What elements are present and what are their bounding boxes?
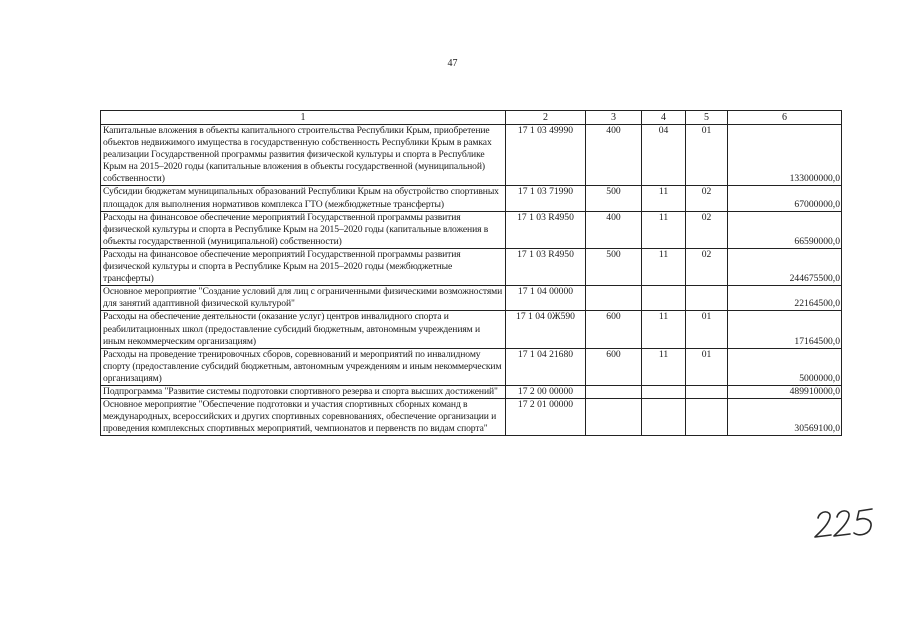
row-code-cell: 17 1 03 49990 <box>506 125 586 186</box>
row-name-cell: Расходы на проведение тренировочных сборов, соревнований и мероприятий по инвалидному спорту (предоставление субсидий бюджетным, автономным учреждениям и иным некоммерческим организациям) <box>101 348 506 385</box>
row-col5-cell <box>686 385 728 398</box>
row-amount-cell: 489910000,0 <box>728 385 842 398</box>
row-col3-cell <box>586 399 642 436</box>
table-row <box>101 399 842 436</box>
header-col-1: 1 <box>101 111 506 125</box>
row-amount-cell: 244675500,0 <box>728 248 842 285</box>
page-number: 47 <box>447 58 458 69</box>
row-col3-cell: 600 <box>586 348 642 385</box>
row-col5-cell: 01 <box>686 348 728 385</box>
row-name-cell: Расходы на финансовое обеспечение мероприятий Государственной программы развития физической культуры и спорта в Республике Крым на 2015–2020 годы (межбюджетные трансферты) <box>101 248 506 285</box>
row-col3-cell <box>586 385 642 398</box>
row-col3-cell: 400 <box>586 211 642 248</box>
table-row <box>101 186 842 211</box>
table-row <box>101 211 842 248</box>
row-col4-cell: 11 <box>642 348 686 385</box>
table-row <box>101 311 842 348</box>
header-col-5: 5 <box>686 111 728 125</box>
header-col-2: 2 <box>506 111 586 125</box>
row-col4-cell: 11 <box>642 311 686 348</box>
table-row <box>101 348 842 385</box>
header-col-6: 6 <box>728 111 842 125</box>
header-col-3: 3 <box>586 111 642 125</box>
row-col5-cell: 01 <box>686 125 728 186</box>
row-code-cell: 17 1 04 21680 <box>506 348 586 385</box>
row-amount-cell: 30569100,0 <box>728 399 842 436</box>
table-header-row <box>101 111 842 125</box>
row-code-cell: 17 1 03 R4950 <box>506 248 586 285</box>
budget-table <box>100 110 842 436</box>
row-amount-cell: 17164500,0 <box>728 311 842 348</box>
row-col5-cell: 02 <box>686 186 728 211</box>
row-amount-cell: 133000000,0 <box>728 125 842 186</box>
handwritten-page-mark <box>812 505 882 541</box>
row-col4-cell: 11 <box>642 211 686 248</box>
row-code-cell: 17 1 04 00000 <box>506 286 586 311</box>
table-row <box>101 248 842 285</box>
row-amount-cell: 22164500,0 <box>728 286 842 311</box>
row-col5-cell: 02 <box>686 248 728 285</box>
table-row <box>101 286 842 311</box>
row-amount-cell: 66590000,0 <box>728 211 842 248</box>
row-col3-cell: 400 <box>586 125 642 186</box>
row-col3-cell <box>586 286 642 311</box>
row-col3-cell: 600 <box>586 311 642 348</box>
header-col-4: 4 <box>642 111 686 125</box>
row-name-cell: Основное мероприятие "Обеспечение подготовки и участия спортивных сборных команд в международных, всероссийских и других спортивных соревнованиях, обеспечение организации и проведения комплексных спортивных мероприятий, чемпионатов и первенств по видам спорта" <box>101 399 506 436</box>
row-code-cell: 17 1 03 71990 <box>506 186 586 211</box>
row-name-cell: Расходы на обеспечение деятельности (оказание услуг) центров инвалидного спорта и реабилитационных школ (предоставление субсидий бюджетным, автономным учреждениям и иным некоммерческим организациям) <box>101 311 506 348</box>
row-code-cell: 17 1 04 0Ж590 <box>506 311 586 348</box>
row-name-cell: Расходы на финансовое обеспечение мероприятий Государственной программы развития физической культуры и спорта в Республике Крым на 2015–2020 годы (капитальные вложения в объекты государственной (муниципальной) собственности) <box>101 211 506 248</box>
row-code-cell: 17 2 00 00000 <box>506 385 586 398</box>
row-col4-cell: 11 <box>642 186 686 211</box>
table-row <box>101 125 842 186</box>
row-col5-cell <box>686 399 728 436</box>
row-col4-cell <box>642 286 686 311</box>
row-name-cell: Капитальные вложения в объекты капитального строительства Республики Крым, приобретение объектов недвижимого имущества в государственную собственность Республики Крым в рамках реализации Государственной программы развития физической культуры и спорта в Республике Крым на 2015–2020 годы (капитальные вложения в объекты государственной (муниципальной) собственности) <box>101 125 506 186</box>
row-amount-cell: 5000000,0 <box>728 348 842 385</box>
table-row <box>101 385 842 398</box>
row-col3-cell: 500 <box>586 186 642 211</box>
row-col5-cell <box>686 286 728 311</box>
row-code-cell: 17 1 03 R4950 <box>506 211 586 248</box>
row-col5-cell: 02 <box>686 211 728 248</box>
row-col5-cell: 01 <box>686 311 728 348</box>
row-col4-cell: 11 <box>642 248 686 285</box>
row-col4-cell: 04 <box>642 125 686 186</box>
row-amount-cell: 67000000,0 <box>728 186 842 211</box>
row-name-cell: Основное мероприятие "Создание условий для лиц с ограниченными физическими возможностями для занятий адаптивной физической культурой" <box>101 286 506 311</box>
row-code-cell: 17 2 01 00000 <box>506 399 586 436</box>
row-name-cell: Подпрограмма "Развитие системы подготовки спортивного резерва и спорта высших достижений" <box>101 385 506 398</box>
row-col4-cell <box>642 385 686 398</box>
row-col3-cell: 500 <box>586 248 642 285</box>
row-col4-cell <box>642 399 686 436</box>
row-name-cell: Субсидии бюджетам муниципальных образований Республики Крым на обустройство спортивных площадок для выполнения нормативов комплекса ГТО (межбюджетные трансферты) <box>101 186 506 211</box>
